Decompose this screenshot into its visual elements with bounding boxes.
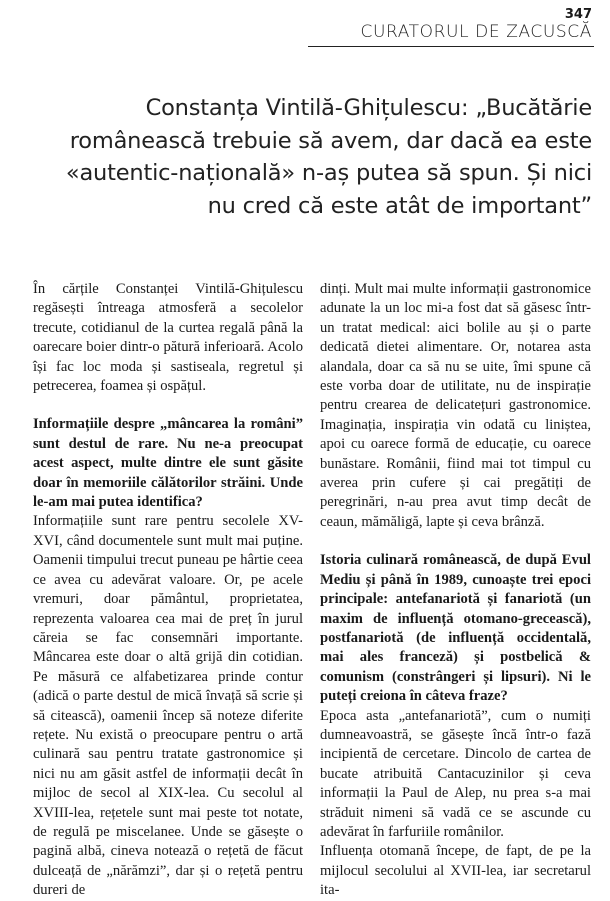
left-column (33, 280, 303, 901)
interview-answer: Influența otomană începe, de fapt, de pe la mijlocul secolului al XVII-lea, iar secretarul ita- (320, 843, 591, 899)
intro-paragraph: În cărțile Constanței Vintilă-Ghițulescu regăsești întreaga atmosferă a secolelor trecute, cotidianul de la curtea regală până la oarecare boier dintr-o pătură inferioară. Acolo își fac loc moda și sastiseala, regretul și petrecerea, foamea și ospățul. (33, 281, 303, 395)
interview-question: Informațiile despre „mâncarea la români” sunt destul de rare. Nu ne-a preocupat acest aspect, multe dintre ele sunt găsite doar în memoriile călătorilor străini. Unde le-am mai putea identifica? (33, 416, 303, 511)
interview-answer: Informațiile sunt rare pentru secolele XV-XVI, când documentele sunt mult mai puține. Oamenii timpului trecut puneau pe hârtie ceea ce avea cu adevărat valoare. Or, pe acele vremuri, doar pământul, proprietatea, reprezenta valoarea cea mai de preț în jurul căreia se fac consemnări importante. Mâncarea este doar o altă grijă din cotidian. Pe măsură ce alfabetizarea prinde contur (adică o parte destul de mică învață să scrie și să citească), oamenii încep să noteze diferite rețete. Nu există o preocupare pentru o artă culinară sau pentru tratate gastronomice și nici nu am găsit astfel de informații decât în mijloc de secol al XIX-lea. Cu secolul al XVIII-lea, rețetele sunt mai peste tot notate, de regulă pe miscelanee. Unde se găsește o pagină albă, cineva notează o rețetă de făcut dulceață de „nărămzi”, dar și o rețetă pentru dureri de (33, 513, 303, 899)
interview-answer: Epoca asta „antefanariotă”, cum o numiți dumneavoastră, se găsește încă într-o fază incipientă de cercetare. Dincolo de cartea de bucate atribuită Cantacuzinilor și ceva informații la Paul de Alep, nu prea s-a mai străduit nimeni să vadă ce se ascunde cu adevărat în farfuriile românilor. (320, 707, 591, 840)
rubric-rule (308, 46, 594, 47)
article-headline: Constanța Vintilă-Ghițulescu: „Bucătărie românească trebuie să avem, dar dacă ea este «autentic-națională» n-aș putea să spun. Și nici nu cred că este atât de important” (65, 95, 592, 219)
section-rubric: CURATORUL DE ZACUSCĂ (360, 22, 592, 42)
page-number: 347 (564, 7, 592, 22)
interview-question: Istoria culinară românească, de după Evul Mediu și până în 1989, cunoaște trei epoci principale: antefanariotă și fanariotă (un maxim de influență otomano-grecească), postfanariotă (de influență occidentală, mai ales franceză) și postbelică & comunism (constrângeri și lipsuri). Ni le puteți creiona în câteva fraze? (320, 552, 591, 705)
answer-continuation: dinți. Mult mai multe informații gastronomice adunate la un loc mi-a fost dat să găsesc într-un tratat medical: aici bolile au și o parte dedicată dietei alimentare. Or, notarea asta alandala, doar ca să nu se uite, îmi spune că este vorba doar de utilitate, nu de inspirație pentru crearea de delicatețuri gastronomice. Imaginația, inspirația vin odată cu liniștea, apoi cu oarece formă de educație, cu oarece bunăstare. Românii, fiind mai tot timpul cu averea prin cufere și cai pregătiți de peregrinări, n-au prea avut timp decât de ceaun, mămăligă, lapte și ceva brânză. (320, 281, 591, 530)
right-column (320, 280, 591, 901)
